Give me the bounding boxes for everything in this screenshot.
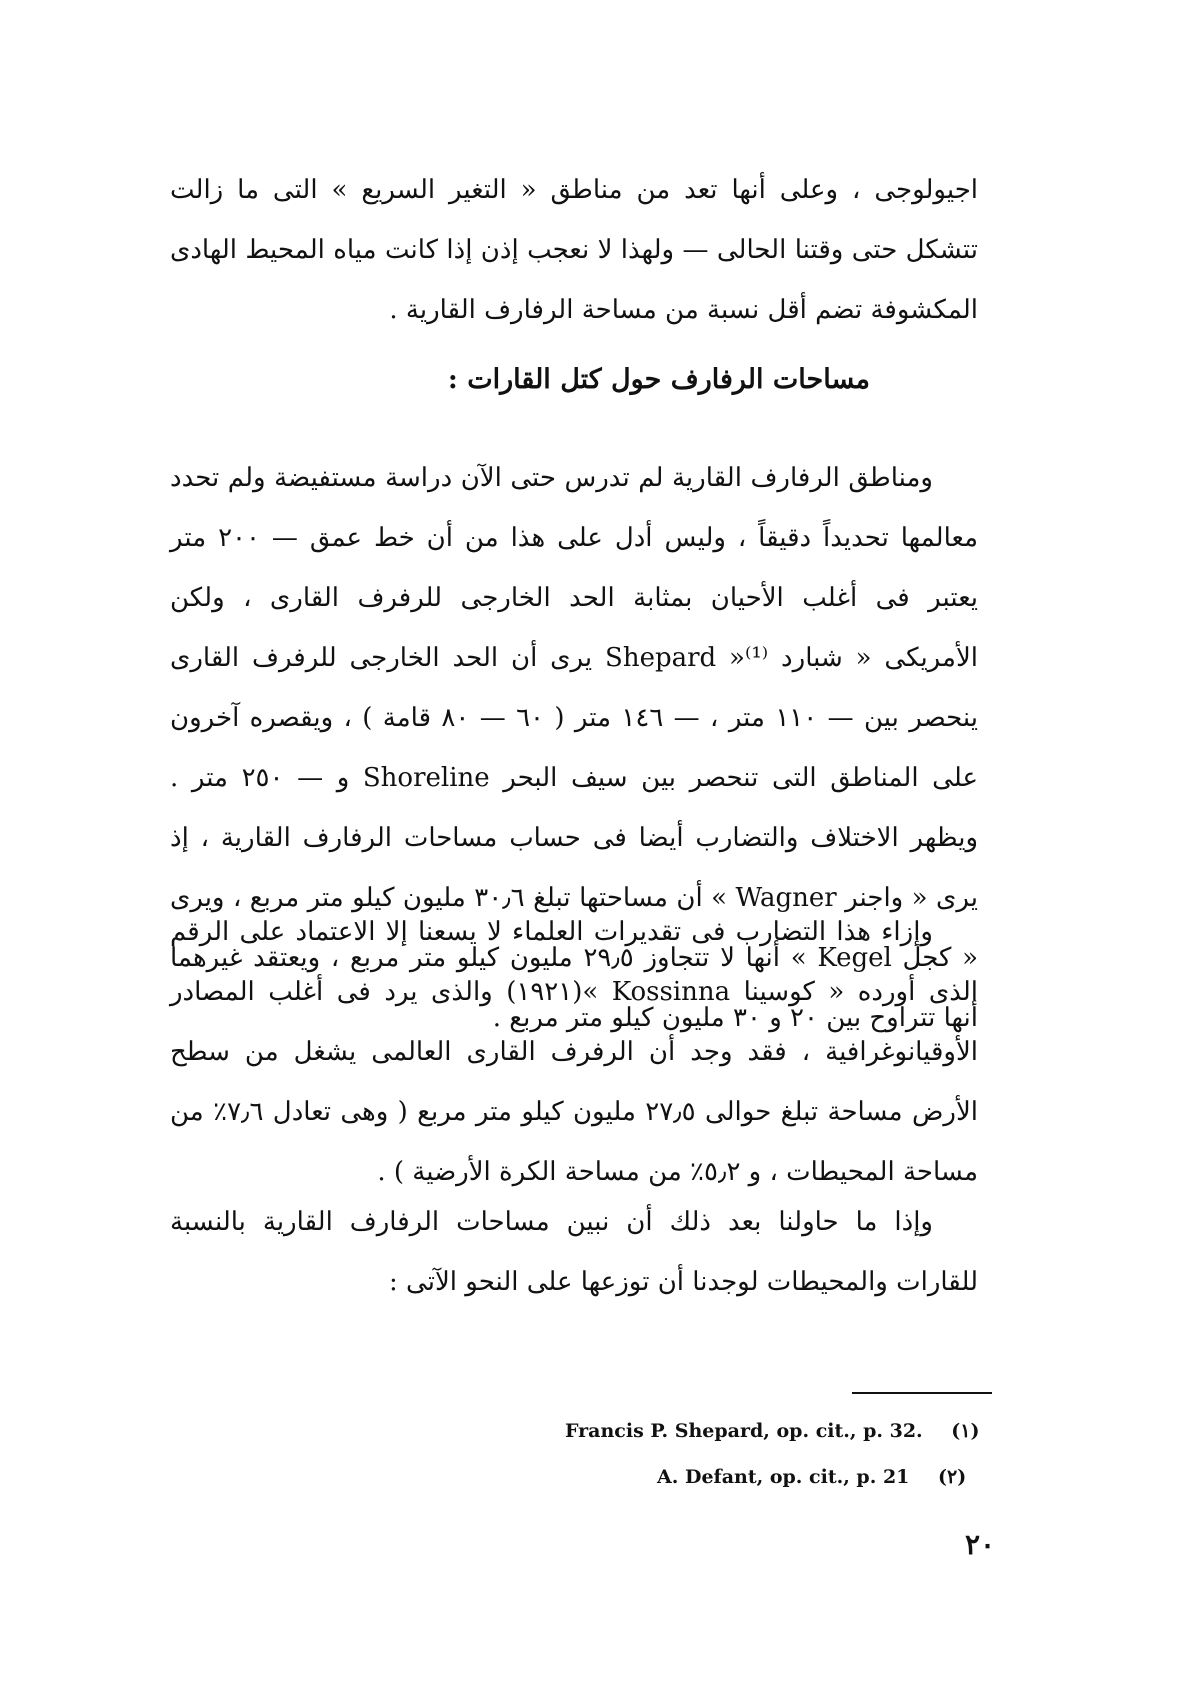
footnote-1-number: (١) bbox=[951, 1420, 980, 1442]
paragraph-shelf-definitions: ومناطق الرفارف القارية لم تدرس حتى الآن دراسة مستفيضة ولم تحدد معالمها تحديداً دقيقاً ، وليس أدل على هذا من أن خط عمق — ٢٠٠ متر يعتبر فى أغلب الأحيان بمثابة الحد الخارجى للرفرف القارى ، ولكن الأمريكى « شبارد Shepard »⁽¹⁾ يرى أن الحد الخارجى للرفرف القارى ينحصر بين — ١١٠ متر ، — ١٤٦ متر ( ٦٠ — ٨٠ قامة ) ، ويقصره آخرون على المناطق التى تنحصر بين سيف البحر Shoreline و — ٢٥٠ متر . ويظهر الاختلاف والتضارب أيضا فى حساب مساحات الرفارف القارية ، إذ يرى « واجنر Wagner » أن مساحتها تبلغ ٣٠٫٦ مليون كيلو متر مربع ، ويرى « كجل Kegel » أنها لا تتجاوز ٢٩٫٥ مليون كيلو متر مربع ، ويعتقد غيرهما أنها تتراوح بين ٢٠ و ٣٠ مليون كيلو متر مربع . bbox=[170, 463, 979, 1033]
footnote-2-text: A. Defant, op. cit., p. 21 bbox=[657, 1466, 910, 1488]
footnote-2-number: (٢) bbox=[938, 1466, 967, 1488]
footnote-divider bbox=[852, 1392, 992, 1394]
page-number: ٢٠ bbox=[965, 1528, 996, 1561]
footnote-1 bbox=[565, 1418, 980, 1444]
paragraph-intro: اجيولوجى ، وعلى أنها تعد من مناطق « التغير السريع » التى ما زالت تتشكل حتى وقتنا الحالى — ولهذا لا نعجب إذن إذا كانت مياه المحيط الهادى المكشوفة تضم أقل نسبة من مساحة الرفارف القارية . bbox=[170, 175, 978, 325]
footnote-2 bbox=[657, 1464, 966, 1490]
paragraph-kossinna-estimate: وإزاء هذا التضارب فى تقديرات العلماء لا يسعنا إلا الاعتماد على الرقم الذى أورده « كوسينا Kossinna »(١٩٢١) والذى يرد فى أغلب المصادر الأوقيانوغرافية ، فقد وجد أن الرفرف القارى العالمى يشغل من سطح الأرض مساحة تبلغ حوالى ٢٧٫٥ مليون كيلو متر مربع ( وهى تعادل ٧٫٦٪ من مساحة المحيطات ، و ٥٫٢٪ من مساحة الكرة الأرضية ) . bbox=[170, 917, 978, 1187]
paragraph-distribution-intro: وإذا ما حاولنا بعد ذلك أن نبين مساحات الرفارف القارية بالنسبة للقارات والمحيطات لوجدنا أن توزعها على النحو الآتى : bbox=[170, 1207, 978, 1297]
section-heading: مساحات الرفارف حول كتل القارات : bbox=[447, 364, 870, 395]
footnote-1-text: Francis P. Shepard, op. cit., p. 32. bbox=[565, 1420, 923, 1442]
